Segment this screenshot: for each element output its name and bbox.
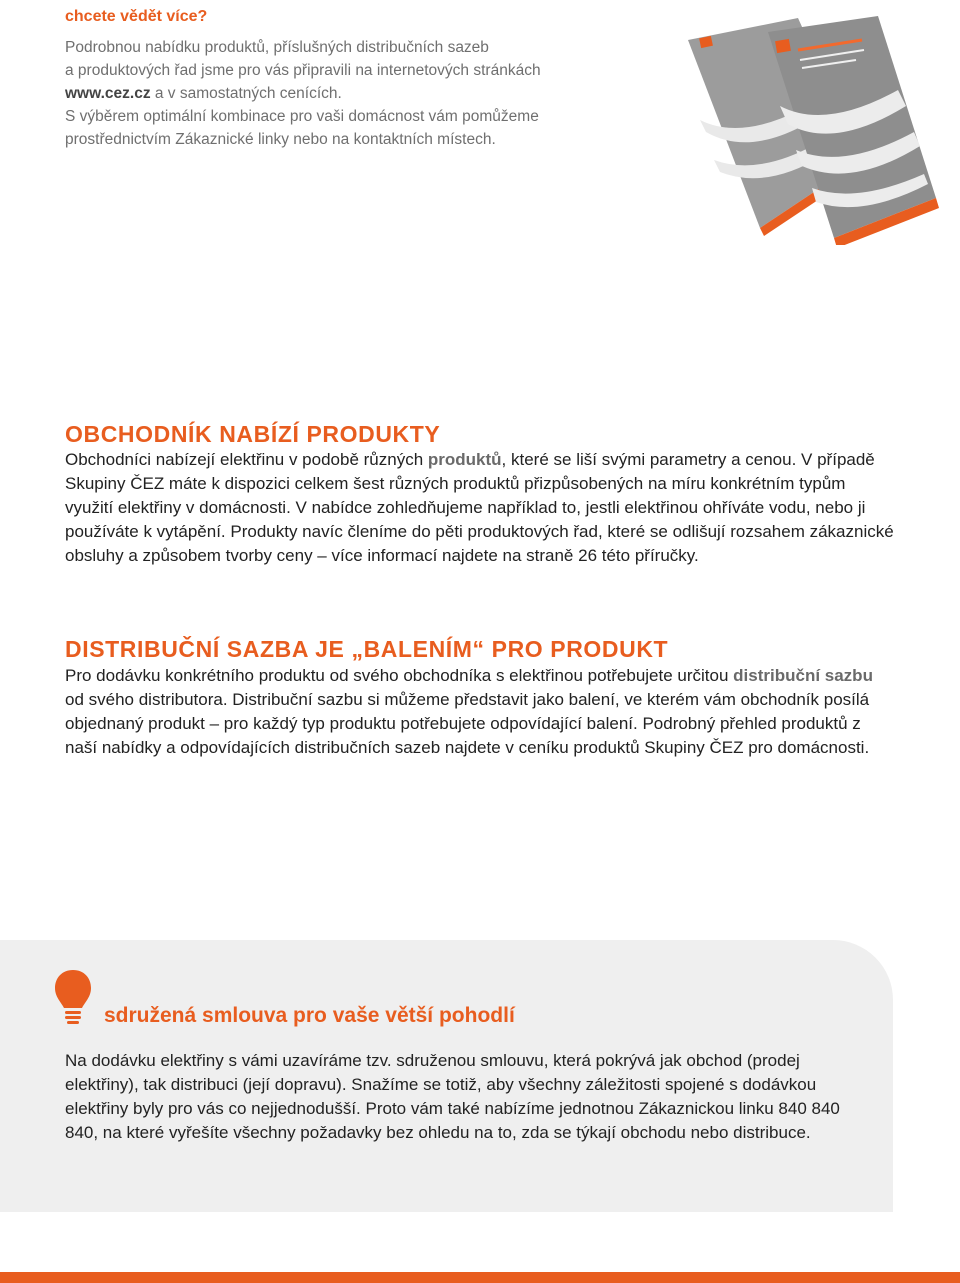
intro-line-5: prostřednictvím Zákaznické linky nebo na kontaktních místech.: [65, 131, 496, 148]
section-body-distribution: [65, 664, 895, 760]
section-heading-products: OBCHODNÍK NABÍZÍ PRODUKTY: [65, 421, 441, 447]
intro-line-3-rest: a v samostatných cenících.: [150, 85, 342, 102]
intro-line-2: a produktových řad jsme pro vás připravili na internetových stránkách: [65, 62, 541, 79]
brochure-image: [630, 10, 950, 245]
intro-line-3: [65, 82, 625, 105]
lightbulb-icon: [52, 968, 94, 1028]
section-body-products: [65, 448, 895, 568]
intro-text: [65, 36, 625, 151]
intro-line-4: S výběrem optimální kombinace pro vaši domácnost vám pomůžeme: [65, 108, 539, 125]
products-text-start: Obchodníci nabízejí elektřinu v podobě různých: [65, 450, 428, 469]
section-heading-distribution: DISTRIBUČNÍ SAZBA JE „BALENÍM“ PRO PRODUKT: [65, 636, 669, 662]
intro-line-1: Podrobnou nabídku produktů, příslušných distribučních sazeb: [65, 39, 489, 56]
info-box-text: Na dodávku elektřiny s vámi uzavíráme tzv. sdruženou smlouvu, která pokrývá jak obchod (prodej elektřiny), tak distribuci (její dopravu). Snažíme se totiž, aby všechny záležitosti spojené s dodávkou elektřiny byly pro vás co nejjednodušší. Proto vám také nabízíme jednotnou Zákaznickou linku 840 840 840, na které vyřešíte všechny požadavky bez ohledu na to, zda se týkají obchodu nebo distribuce.: [65, 1051, 840, 1142]
distribution-text-start: Pro dodávku konkrétního produktu od svého obchodníka s elektřinou potřebujete určitou: [65, 666, 734, 685]
cez-website-link[interactable]: www.cez.cz: [65, 85, 151, 102]
distribution-highlight: distribuční sazbu: [733, 666, 873, 685]
distribution-text-rest: od svého distributora. Distribuční sazbu si můžeme představit jako balení, ve kterém vám obchodník posílá objednaný produkt – pro každý typ produktu potřebujete odpovídající balení. Podrobný přehled produktů z naší nabídky a odpovídajících distribučních sazeb najdete v ceníku produktů Skupiny ČEZ pro domácnosti.: [65, 690, 870, 757]
info-box-heading: sdružená smlouva pro vaše větší pohodlí: [104, 1004, 515, 1027]
products-text-rest: , které se liší svými parametry a cenou. V případě Skupiny ČEZ máte k dispozici celkem šest různých produktů přizpůsobených na míru konkrétním typům využití elektřiny v domácnosti. V nabídce zohledňujeme například to, jestli elektřinou ohříváte vodu, nebo ji používáte k vytápění. Produkty navíc členíme do pěti produktových řad, které se odlišují rozsahem zákaznické obsluhy a způsobem tvorby ceny – více informací najdete na straně 26 této příručky.: [65, 450, 894, 565]
bottom-accent-bar: [0, 1272, 960, 1283]
products-highlight: produktů: [427, 450, 502, 469]
intro-heading: chcete vědět více?: [65, 8, 208, 25]
